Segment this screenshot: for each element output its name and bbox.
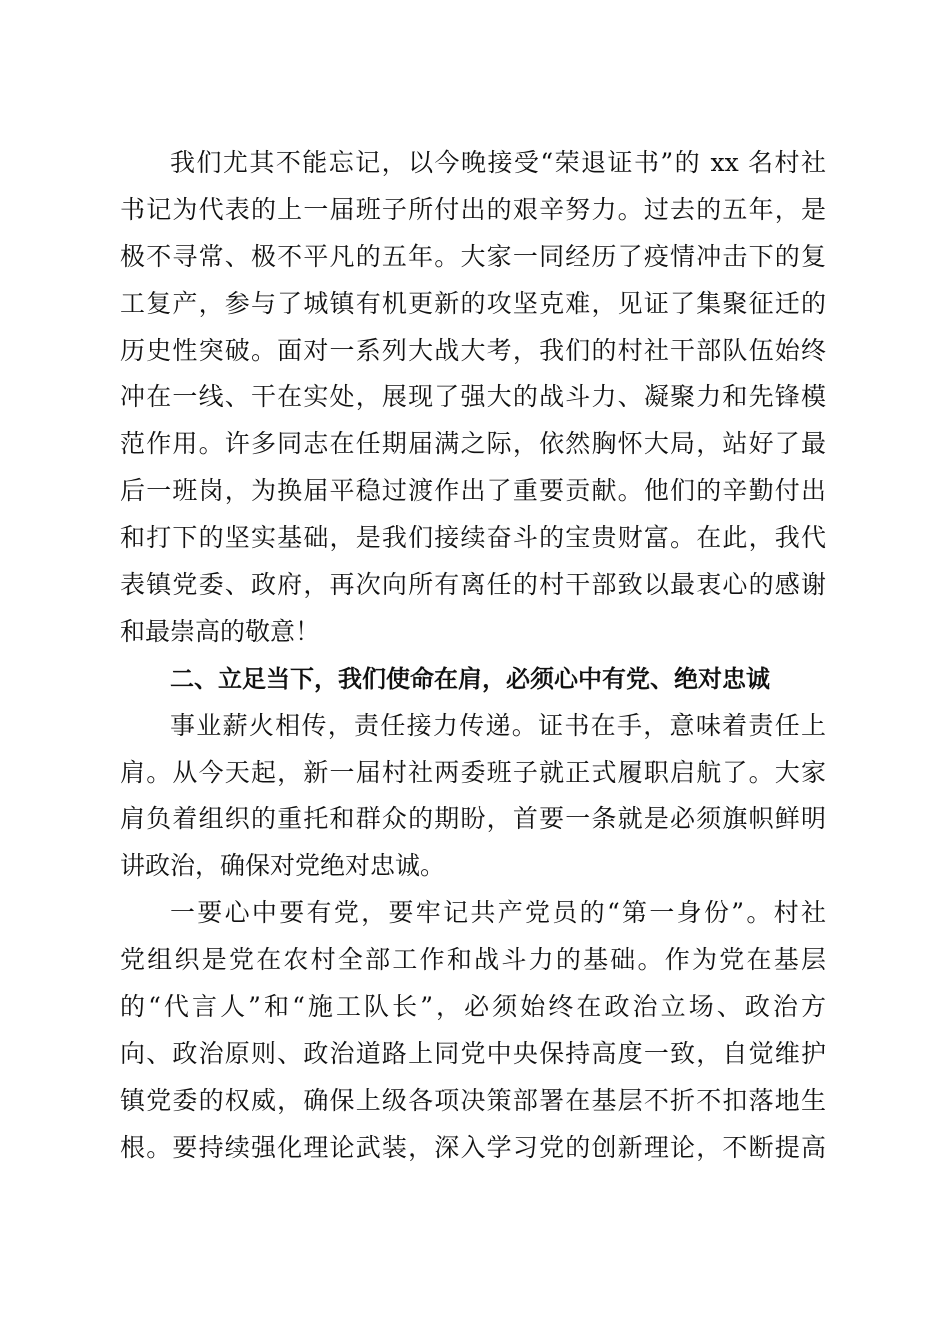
text-line: 党组织是党在农村全部工作和战斗力的基础。作为党在基层 [120, 945, 826, 975]
text-line: 工复产，参与了城镇有机更新的攻坚克难，见证了集聚征迁的 [120, 288, 826, 318]
text-line: 范作用。许多同志在任期届满之际，依然胸怀大局，站好了最 [120, 429, 826, 459]
paragraph [120, 890, 826, 1171]
text-line: 表镇党委、政府，再次向所有离任的村干部致以最衷心的感谢 [120, 570, 826, 600]
text-line: 和打下的坚实基础，是我们接续奋斗的宝贵财富。在此，我代 [120, 523, 826, 553]
text-line: 书记为代表的上一届班子所付出的艰辛努力。过去的五年，是 [120, 194, 826, 224]
text-line: 我们尤其不能忘记，以今晚接受“荣退证书”的 xx 名村社 [170, 148, 826, 177]
text-line: 后一班岗，为换届平稳过渡作出了重要贡献。他们的辛勤付出 [120, 476, 826, 506]
text-line: 一要心中要有党，要牢记共产党员的“第一身份”。村社 [170, 898, 826, 928]
text-line: 历史性突破。面对一系列大战大考，我们的村社干部队伍始终 [120, 335, 826, 365]
text-line: 肩。从今天起，新一届村社两委班子就正式履职启航了。大家 [120, 757, 826, 787]
text-line: 冲在一线、干在实处，展现了强大的战斗力、凝聚力和先锋模 [120, 382, 826, 412]
text-line: 向、政治原则、政治道路上同党中央保持高度一致，自觉维护 [120, 1038, 826, 1068]
text-line: 的“代言人”和“施工队长”，必须始终在政治立场、政治方 [120, 992, 826, 1022]
paragraph [120, 703, 826, 891]
paragraph [120, 140, 826, 656]
document-body [120, 140, 826, 1172]
text-line: 镇党委的权威，确保上级各项决策部署在基层不折不扣落地生 [120, 1085, 826, 1115]
text-line: 和最崇高的敬意！ [120, 616, 321, 646]
text-line: 肩负着组织的重托和群众的期盼，首要一条就是必须旗帜鲜明 [120, 804, 826, 834]
text-line: 根。要持续强化理论武装，深入学习党的创新理论，不断提高 [120, 1132, 826, 1162]
text-line: 事业薪火相传，责任接力传递。证书在手，意味着责任上 [170, 710, 826, 740]
text-line: 讲政治，确保对党绝对忠诚。 [120, 851, 446, 881]
text-line: 极不寻常、极不平凡的五年。大家一同经历了疫情冲击下的复 [120, 241, 826, 271]
section-heading: 二、立足当下，我们使命在肩，必须心中有党、绝对忠诚 [170, 664, 770, 693]
